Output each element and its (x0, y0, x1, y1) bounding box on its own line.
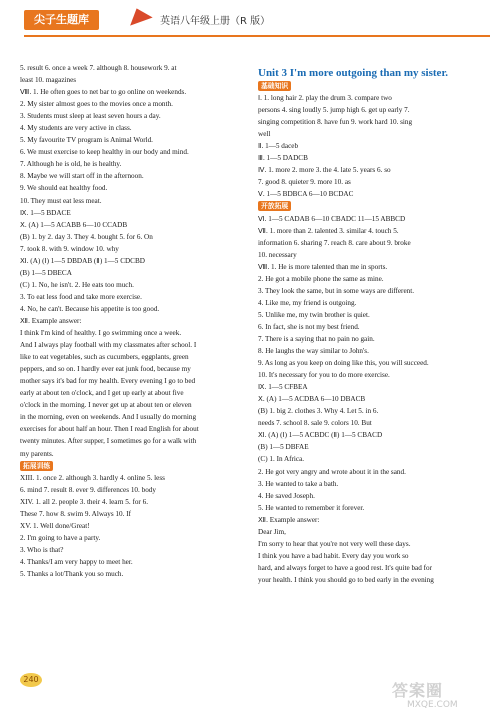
answer-line: Ⅰ. 1. long hair 2. play the drum 3. compare two (258, 94, 392, 103)
answer-line: Ⅶ. 1. more than 2. talented 3. similar 4. touch 5. (258, 226, 399, 235)
answer-line: (C) 1. In Africa. (258, 455, 305, 464)
answer-line: I think you have a bad habit. Every day you work so (258, 551, 409, 560)
answer-line: (B) 1—5 DBECA (20, 268, 72, 277)
answer-line: I'm sorry to hear that you're not very well these days. (258, 539, 411, 548)
series-logo: 尖子生题库 (24, 10, 99, 30)
arrow-icon (125, 4, 152, 25)
answer-line: mother says it's bad for my health. Every evening I go to bed (20, 377, 196, 386)
answer-line: 5. Unlike me, my twin brother is quiet. (258, 310, 370, 319)
section-tag-open: 开放拓展 (258, 201, 291, 211)
answer-line: exercises for about half an hour. Then I read English for about (20, 425, 199, 434)
answer-line: Ⅱ. 1—5 daceb (258, 142, 299, 151)
answer-line: 2. My sister almost goes to the movies once a month. (20, 100, 173, 109)
answer-line: 10. They must eat less meat. (20, 196, 102, 205)
answer-line: like to eat vegetables, such as cucumbers, eggplants, green (20, 353, 189, 362)
answer-line: 5. result 6. once a week 7. although 8. housework 9. at (20, 64, 177, 72)
right-basic-answers (258, 92, 486, 200)
answer-line: 4. My students are very active in class. (20, 124, 132, 133)
answer-line: 9. As long as you keep on doing like this, you will succeed. (258, 359, 429, 368)
answer-line: XV. 1. Well done/Great! (20, 521, 90, 530)
answer-line: 3. They look the same, but in some ways are different. (258, 286, 415, 295)
answer-line: Ⅲ. 1—5 DADCB (258, 154, 308, 163)
answer-line: your health. I think you should go to bed early in the evening (258, 575, 434, 584)
answer-line: XIII. 1. once 2. although 3. hardly 4. online 5. less (20, 473, 165, 482)
answer-line: Ⅵ. 1—5 CADAB 6—10 CBADC 11—15 ABBCD (258, 214, 406, 223)
answer-line: 3. He wanted to take a bath. (258, 479, 339, 488)
header-divider (24, 35, 490, 37)
page-number-badge (14, 664, 48, 698)
right-column (258, 66, 486, 586)
answer-line: needs 7. school 8. sale 9. colors 10. But (258, 419, 372, 428)
right-open-answers (258, 213, 486, 586)
answer-line: twenty minutes. After supper, I sometimes go for a walk with (20, 437, 197, 446)
answer-line: 4. Thanks/I am very happy to meet her. (20, 557, 133, 566)
left-extension-answers (20, 472, 244, 580)
answer-line: Ⅹ. (A) 1—5 ACABB 6—10 CCADB (20, 220, 128, 229)
answer-line: my parents. (20, 449, 54, 458)
answer-line: Ⅻ. Example answer: (20, 316, 82, 325)
answer-line: 5. He wanted to remember it forever. (258, 503, 365, 512)
answer-line: 3. To eat less food and take more exercise. (20, 292, 142, 301)
answer-line: Ⅻ. Example answer: (258, 515, 320, 524)
answer-line: 7. took 8. with 9. window 10. why (20, 244, 119, 253)
answer-line: singing competition 8. have fun 9. work hard 10. sing (258, 118, 413, 127)
answer-line: And I always play football with my classmates after school. I (20, 341, 197, 350)
answer-line: 7. good 8. quieter 9. more 10. as (258, 178, 351, 187)
answer-line: early at about ten o'clock, and I get up early at about five (20, 389, 184, 398)
answer-line: 4. Like me, my friend is outgoing. (258, 298, 357, 307)
answer-line: 7. Although he is old, he is healthy. (20, 160, 122, 169)
page-header (0, 0, 500, 44)
answer-line: Ⅸ. 1—5 BDACE (20, 208, 71, 217)
answer-line: 2. I'm going to have a party. (20, 533, 101, 542)
answer-line: XIV. 1. all 2. people 3. their 4. learn 5. for 6. (20, 497, 149, 506)
answer-line: persons 4. sing loudly 5. jump high 6. get up early 7. (258, 106, 410, 115)
answer-line: 6. We must exercise to keep healthy in our body and mind. (20, 148, 189, 157)
answer-line: 8. Maybe we will start off in the afternoon. (20, 172, 144, 181)
answer-line: 3. Who is that? (20, 545, 64, 554)
answer-line: least 10. magazines (20, 76, 77, 85)
answer-line: (B) 1. by 2. day 3. They 4. bought 5. for 6. On (20, 232, 153, 241)
answer-line: Ⅴ. 1—5 BDBCA 6—10 BCDAC (258, 190, 354, 199)
answer-line: 2. He got very angry and wrote about it in the sand. (258, 467, 406, 476)
answer-line: Dear Jim, (258, 527, 286, 536)
answer-line: Ⅺ. (A) (Ⅰ) 1—5 ACBDC (Ⅱ) 1—5 CBACD (258, 431, 383, 440)
answer-line: well (258, 130, 271, 139)
answer-line: 5. My favourite TV program is Animal World. (20, 136, 153, 145)
watermark-logo: 答案圈 (392, 681, 444, 700)
answer-line: Ⅹ. (A) 1—5 ACDBA 6—10 DBACB (258, 395, 366, 404)
answer-line: (B) 1—5 DBFAE (258, 443, 309, 452)
answer-line: (B) 1. big 2. clothes 3. Why 4. Let 5. in 6. (258, 407, 379, 416)
answer-line: 8. He laughs the way similar to John's. (258, 347, 369, 356)
answer-line: These 7. how 8. swim 9. Always 10. If (20, 509, 131, 518)
section-tag-basic: 基础知识 (258, 81, 291, 91)
answer-line: Ⅳ. 1. more 2. more 3. the 4. late 5. years 6. so (258, 166, 391, 175)
answer-line: I think I'm kind of healthy. I go swimming once a week. (20, 329, 182, 338)
answer-line: (C) 1. No, he isn't. 2. He eats too much. (20, 280, 134, 289)
page-number: 240 (20, 673, 42, 687)
answer-line: 4. He saved Joseph. (258, 491, 315, 500)
answer-line: o'clock in the morning. I never get up at about ten or eleven (20, 401, 192, 410)
answer-line: Ⅷ. 1. He is more talented than me in sports. (258, 262, 388, 271)
answer-line: 10. It's necessary for you to do more exercise. (258, 371, 390, 380)
book-title: 英语八年级上册（R 版） (160, 16, 271, 27)
answer-line: Ⅺ. (A) (Ⅰ) 1—5 DBDAB (Ⅱ) 1—5 CDCBD (20, 256, 145, 265)
answer-line: peppers, and so on. I hardly ever eat junk food, because my (20, 365, 191, 374)
answer-line: 3. Students must sleep at least seven hours a day. (20, 112, 161, 121)
answer-line: 5. Thanks a lot/Thank you so much. (20, 569, 124, 578)
left-column (20, 62, 244, 580)
answer-line: 10. necessary (258, 250, 297, 259)
answer-line: 6. In fact, she is not my best friend. (258, 322, 360, 331)
answer-line: 6. mind 7. result 8. ever 9. differences 10. body (20, 485, 156, 494)
answer-line: Ⅷ. 1. He often goes to net bar to go online on weekends. (20, 88, 187, 97)
answer-line: Ⅸ. 1—5 CFBEA (258, 383, 308, 392)
left-answers (20, 62, 244, 460)
answer-line: information 6. sharing 7. reach 8. care about 9. broke (258, 238, 411, 247)
answer-line: 2. He got a mobile phone the same as mine. (258, 274, 384, 283)
watermark-url: MXQE.COM (407, 700, 458, 710)
answer-line: 4. No, he can't. Because his appetite is too good. (20, 304, 160, 313)
section-tag-extension: 拓展训练 (20, 461, 53, 471)
answer-line: 7. There is a saying that no pain no gain. (258, 334, 375, 343)
unit-title: Unit 3 I'm more outgoing than my sister. (258, 67, 449, 79)
answer-line: 9. We should eat healthy food. (20, 184, 108, 193)
answer-line: hard, and always forget to have a good rest. It's quite bad for (258, 563, 433, 572)
answer-line: in the morning, even on weekends. And I usually do morning (20, 413, 197, 422)
